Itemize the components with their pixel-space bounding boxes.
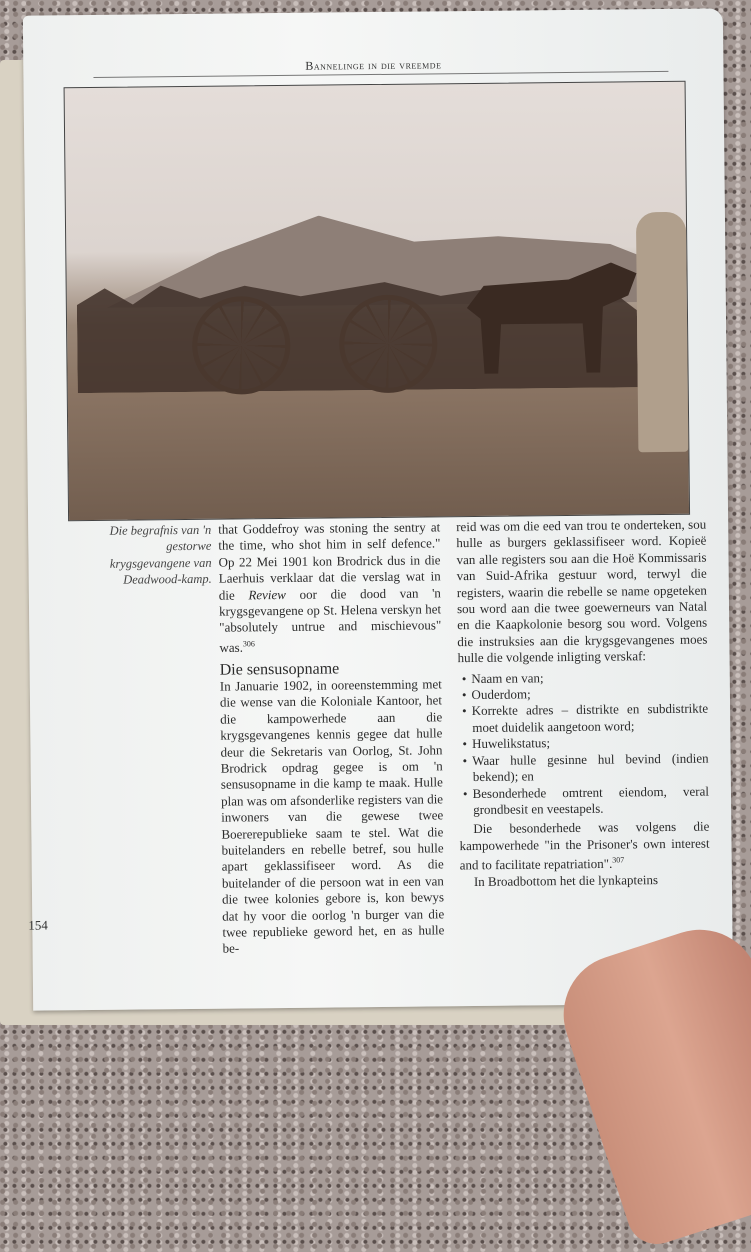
text-column-1 <box>218 519 445 957</box>
section-heading: Die sensusopname <box>219 659 340 679</box>
paragraph: In Januarie 1902, in ooreenstemming met die wense van die Koloniale Kantoor, het die kampowerhede aan die krygsgevangenes kennis gegee dat hulle deur die Sekretaris van Oorlog, St. John Brodrick opdrag gegee is om 'n sensusopname in die kamp te maak. Hulle plan was om afsonderlike registers van die inwoners van die gewese twee Boererepublieke saam te stel. Wat die buitelanders en rebelle betref, sou hulle apart geklassifiseer word. As die buitelander of die persoon wat in een van die twee kolonies gebore is, kon bewys dat hy voor die oorlog 'n burger van die twee republieke geword het, en as hulle be- <box>219 676 445 957</box>
photo-sentry <box>636 212 689 453</box>
bullet-list <box>458 668 710 818</box>
footnote-ref[interactable]: 306 <box>242 639 255 649</box>
paragraph: In Broadbottom het die lynkapteins <box>473 871 659 889</box>
paragraph: that Goddefroy was stoning the sentry at the time, who shot him in self defence." Op 22 Mei 1901 kon Brodrick dus in die Laerhuis verklaar dat die verslag wat in die Review oor die dood van 'n krygsgevangene op St. Helena verskyn het "absolutely untrue and mischievous" was.$^{306}$ <box>218 519 442 655</box>
photo-wagon-wheel <box>339 294 438 393</box>
photo-caption: Die begrafnis van 'n gestorwe krygsgevangene van Deadwood-kamp. <box>109 522 212 587</box>
list-item: • Ouderdom; <box>458 685 708 704</box>
list-item: • Huwelikstatus; <box>458 734 708 753</box>
funeral-photograph <box>64 81 691 521</box>
photo-wagon-wheel <box>192 296 291 395</box>
footnote-ref[interactable]: 307 <box>612 855 625 865</box>
list-item: • Besonderhede omtrent eiendom, veral grondbesit en veestapels. <box>459 783 709 818</box>
list-item: • Waar hulle gesinne hul bevind (indien bekend); en <box>459 750 709 785</box>
list-item: • Korrekte adres – distrikte en subdistrikte moet duidelik aangetoon word; <box>458 701 708 736</box>
page-number: 154 <box>28 917 48 933</box>
paragraph: Die besonderhede was volgens die kampowerhede "in the Prisoner's own interest and to facilitate repatriation".$^{307}$ <box>459 818 710 873</box>
text-column-2 <box>456 517 710 891</box>
paragraph: reid was om die eed van trou te onderteken, sou hulle as burgers geklassifiseer word. Kopieë van alle registers sou aan die Hoë Kommissaris van Suid-Afrika gestuur word, terwyl die registers, waarin die rebelle se name opgeteken sou word aan die twee goewerneurs van Natal en die Kaapkolonie besorg sou word. Volgens die instruksies aan die krygsgevangenes moes hulle die volgende inligting verskaf: <box>456 516 708 666</box>
running-head: Bannelinge in die vreemde <box>305 57 442 73</box>
list-item: • Naam en van; <box>458 668 708 687</box>
book-page <box>23 8 733 1010</box>
